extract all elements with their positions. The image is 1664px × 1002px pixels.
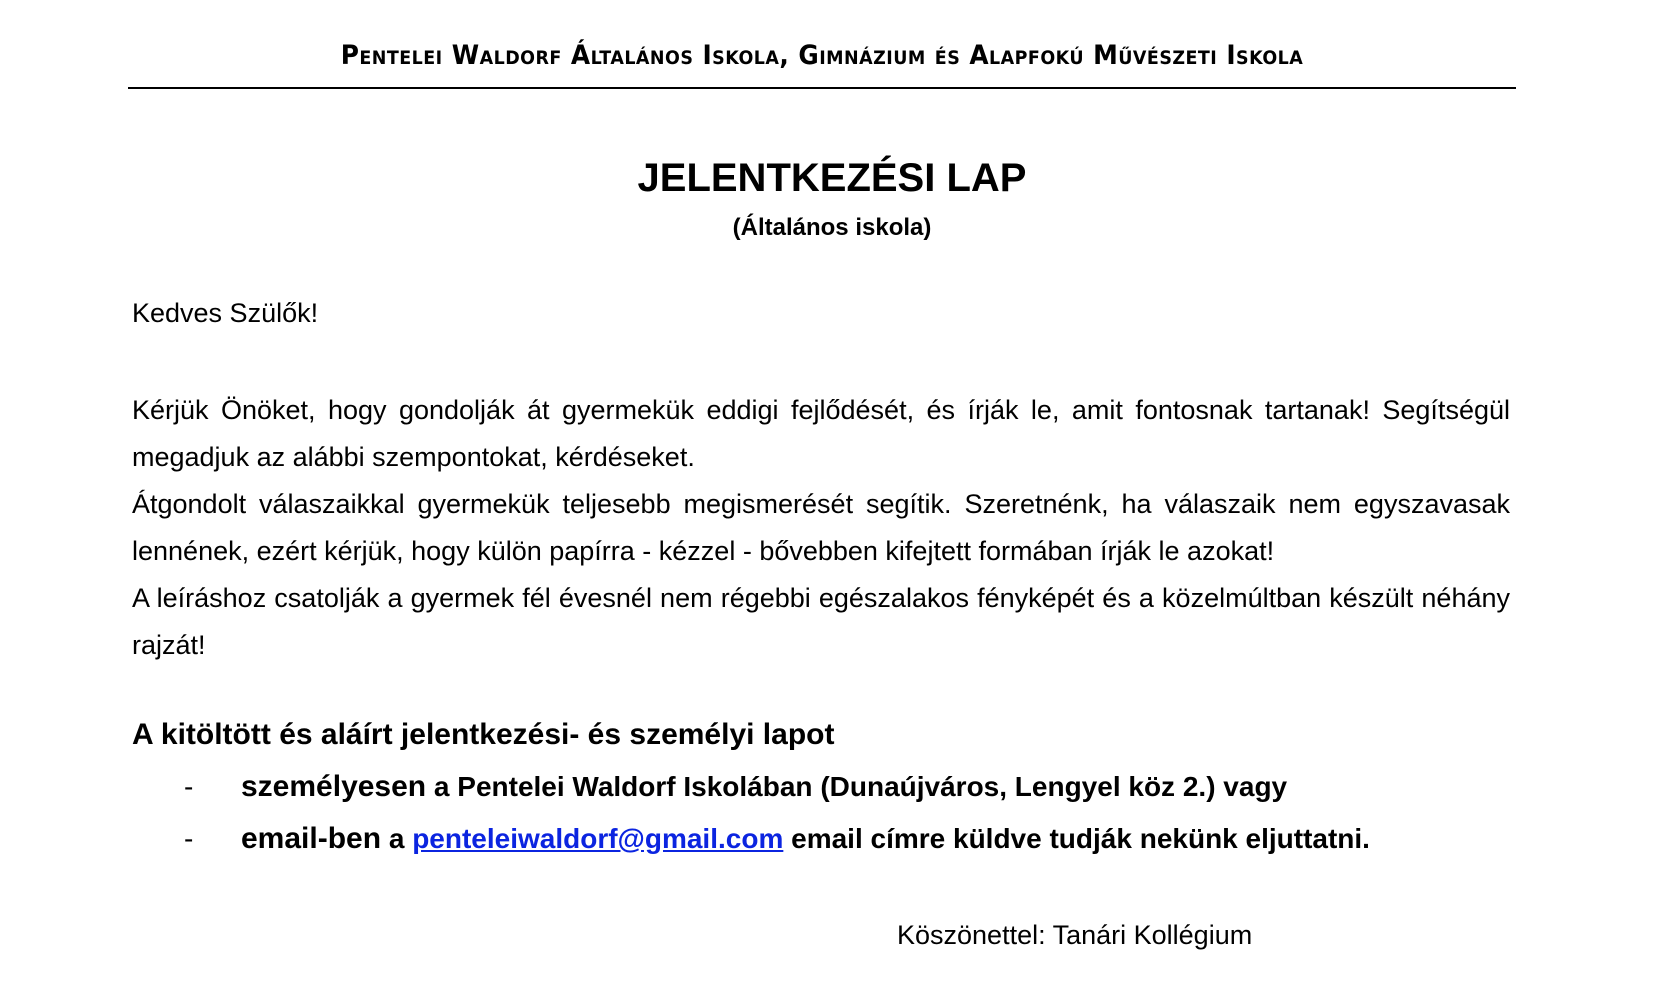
paragraph-2: Átgondolt válaszaikkal gyermekük teljesebb megismerését segítik. Szeretnénk, ha válaszaik nem egyszavasak lennének, ezért kérjük, hogy külön papírra - kézzel - bővebben kifejtett formában írják le azokat! bbox=[132, 489, 1510, 566]
option-text-after-link: email címre küldve tudják nekünk eljuttatni. bbox=[783, 823, 1370, 854]
option-text-before-link: a bbox=[381, 823, 413, 854]
submission-intro: A kitöltött és aláírt jelentkezési- és személyi lapot bbox=[132, 718, 835, 751]
bullet-dash: - bbox=[184, 771, 194, 802]
header-divider bbox=[128, 87, 1516, 89]
submission-option-email bbox=[132, 822, 1370, 856]
body-text bbox=[132, 387, 1510, 669]
option-text: a Pentelei Waldorf Iskolában (Dunaújváros, Lengyel köz 2.) vagy bbox=[426, 771, 1288, 802]
email-link[interactable]: penteleiwaldorf@gmail.com bbox=[412, 823, 784, 854]
bullet-dash: - bbox=[184, 823, 194, 854]
document-title: JELENTKEZÉSI LAP bbox=[637, 156, 1027, 200]
paragraph-1: Kérjük Önöket, hogy gondolják át gyermekük eddigi fejlődését, és írják le, amit fontosnak tartanak! Segítségül megadjuk az alábbi szempontokat, kérdéseket. bbox=[132, 395, 1510, 472]
paragraph-3: A leíráshoz csatolják a gyermek fél évesnél nem régebbi egészalakos fényképét és a közelmúltban készült néhány rajzát! bbox=[132, 583, 1510, 660]
document-subtitle: (Általános iskola) bbox=[732, 214, 932, 241]
option-lead: email-ben bbox=[241, 822, 382, 855]
school-name-header: Pentelei Waldorf Általános Iskola, Gimnázium és Alapfokú Művészeti Iskola bbox=[340, 40, 1304, 71]
submission-option-in-person bbox=[132, 770, 1287, 804]
option-lead: személyesen bbox=[241, 770, 427, 803]
greeting: Kedves Szülők! bbox=[132, 298, 319, 328]
signature: Köszönettel: Tanári Kollégium bbox=[897, 920, 1253, 950]
